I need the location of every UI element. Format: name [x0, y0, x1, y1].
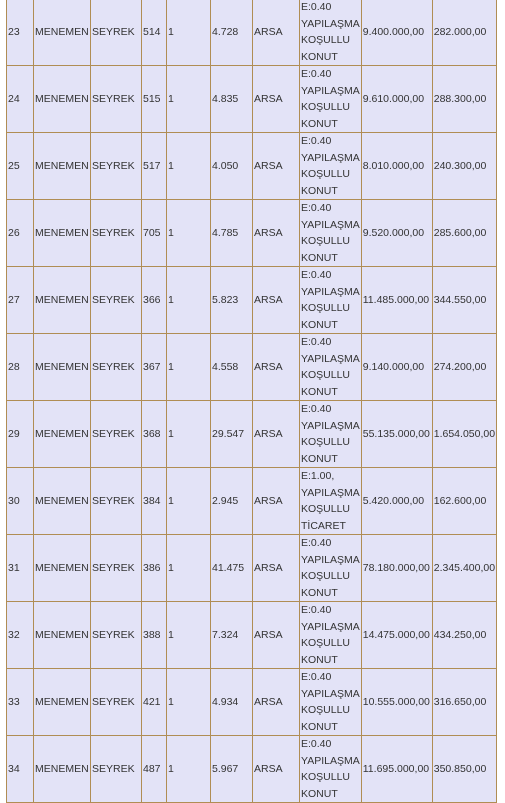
row-number-cell: 29: [7, 401, 34, 468]
neighborhood-cell: SEYREK: [91, 669, 142, 736]
table-row: [7, 66, 497, 133]
parcel-cell: 1: [167, 133, 211, 200]
zoning-line: KONUT: [301, 385, 338, 398]
zoning-line: YAPILAŞMA: [301, 620, 360, 633]
zoning-cell: [300, 133, 362, 200]
neighborhood-cell: SEYREK: [91, 535, 142, 602]
deposit-cell: 1.654.050,00: [432, 401, 496, 468]
block-cell: 368: [142, 401, 167, 468]
zoning-line: E:0.40: [301, 671, 332, 683]
deposit-cell: 240.300,00: [432, 133, 496, 200]
zoning-cell: [300, 401, 362, 468]
parcel-cell: 1: [167, 334, 211, 401]
zoning-cell: [300, 267, 362, 334]
zoning-line: KOŞULLU: [301, 771, 351, 783]
property-type-cell: ARSA: [253, 468, 300, 535]
zoning-line: KOŞULLU: [301, 302, 351, 314]
parcel-cell: 1: [167, 669, 211, 736]
district-cell: MENEMEN: [34, 200, 91, 267]
neighborhood-cell: SEYREK: [91, 200, 142, 267]
block-cell: 384: [142, 468, 167, 535]
zoning-line: YAPILAŞMA: [301, 553, 360, 566]
zoning-line: E:0.40: [301, 1, 332, 13]
zoning-cell: [300, 602, 362, 669]
neighborhood-cell: SEYREK: [91, 133, 142, 200]
area-cell: 4.728: [211, 0, 253, 66]
zoning-line: YAPILAŞMA: [301, 754, 360, 767]
estimated-value-cell: 55.135.000,00: [361, 401, 432, 468]
parcel-cell: 1: [167, 0, 211, 66]
block-cell: 367: [142, 334, 167, 401]
zoning-line: E:0.40: [301, 135, 332, 147]
zoning-line: YAPILAŞMA: [301, 151, 360, 164]
area-cell: 5.823: [211, 267, 253, 334]
table-row: [7, 200, 497, 267]
estimated-value-cell: 9.400.000,00: [361, 0, 432, 66]
neighborhood-cell: SEYREK: [91, 267, 142, 334]
parcel-cell: 1: [167, 401, 211, 468]
zoning-line: KOŞULLU: [301, 235, 351, 247]
zoning-line: KOŞULLU: [301, 369, 351, 381]
zoning-line: KONUT: [301, 251, 338, 264]
property-type-cell: ARSA: [253, 334, 300, 401]
zoning-line: KOŞULLU: [301, 704, 351, 716]
table-row: [7, 133, 497, 200]
zoning-line: E:0.40: [301, 403, 332, 415]
zoning-line: E:0.40: [301, 202, 332, 214]
area-cell: 4.558: [211, 334, 253, 401]
zoning-line: YAPILAŞMA: [301, 84, 360, 97]
table-row: [7, 669, 497, 736]
zoning-cell: [300, 0, 362, 66]
zoning-line: E:0.40: [301, 604, 332, 616]
zoning-cell: [300, 66, 362, 133]
area-cell: 4.934: [211, 669, 253, 736]
zoning-line: KONUT: [301, 787, 338, 800]
area-cell: 4.785: [211, 200, 253, 267]
block-cell: 386: [142, 535, 167, 602]
estimated-value-cell: 11.695.000,00: [361, 736, 432, 803]
table-row: [7, 401, 497, 468]
zoning-line: YAPILAŞMA: [301, 17, 360, 30]
estimated-value-cell: 9.140.000,00: [361, 334, 432, 401]
row-number-cell: 31: [7, 535, 34, 602]
zoning-line: E:0.40: [301, 336, 332, 348]
area-cell: 2.945: [211, 468, 253, 535]
block-cell: 515: [142, 66, 167, 133]
district-cell: MENEMEN: [34, 669, 91, 736]
zoning-line: YAPILAŞMA: [301, 486, 360, 499]
deposit-cell: 316.650,00: [432, 669, 496, 736]
zoning-line: KOŞULLU: [301, 570, 351, 582]
neighborhood-cell: SEYREK: [91, 468, 142, 535]
zoning-line: KOŞULLU: [301, 503, 351, 515]
block-cell: 514: [142, 0, 167, 66]
zoning-line: KONUT: [301, 452, 338, 465]
zoning-line: KOŞULLU: [301, 436, 351, 448]
block-cell: 366: [142, 267, 167, 334]
estimated-value-cell: 10.555.000,00: [361, 669, 432, 736]
table-row: [7, 602, 497, 669]
zoning-line: YAPILAŞMA: [301, 687, 360, 700]
parcel-cell: 1: [167, 736, 211, 803]
zoning-line: E:1.00,: [301, 470, 335, 482]
row-number-cell: 25: [7, 133, 34, 200]
property-type-cell: ARSA: [253, 267, 300, 334]
deposit-cell: 350.850,00: [432, 736, 496, 803]
property-type-cell: ARSA: [253, 401, 300, 468]
row-number-cell: 23: [7, 0, 34, 66]
district-cell: MENEMEN: [34, 401, 91, 468]
area-cell: 5.967: [211, 736, 253, 803]
neighborhood-cell: SEYREK: [91, 602, 142, 669]
deposit-cell: 344.550,00: [432, 267, 496, 334]
deposit-cell: 274.200,00: [432, 334, 496, 401]
zoning-line: YAPILAŞMA: [301, 352, 360, 365]
zoning-line: KONUT: [301, 586, 338, 599]
row-number-cell: 34: [7, 736, 34, 803]
row-number-cell: 28: [7, 334, 34, 401]
table-row: [7, 267, 497, 334]
district-cell: MENEMEN: [34, 736, 91, 803]
estimated-value-cell: 78.180.000,00: [361, 535, 432, 602]
row-number-cell: 30: [7, 468, 34, 535]
zoning-line: KONUT: [301, 720, 338, 733]
zoning-cell: [300, 535, 362, 602]
block-cell: 517: [142, 133, 167, 200]
district-cell: MENEMEN: [34, 602, 91, 669]
zoning-cell: [300, 669, 362, 736]
property-type-cell: ARSA: [253, 0, 300, 66]
block-cell: 705: [142, 200, 167, 267]
parcel-cell: 1: [167, 200, 211, 267]
zoning-cell: [300, 468, 362, 535]
table-row: [7, 468, 497, 535]
estimated-value-cell: 14.475.000,00: [361, 602, 432, 669]
estimated-value-cell: 5.420.000,00: [361, 468, 432, 535]
table-body: [7, 0, 497, 803]
table-row: [7, 535, 497, 602]
estimated-value-cell: 9.520.000,00: [361, 200, 432, 267]
zoning-line: KOŞULLU: [301, 168, 351, 180]
deposit-cell: 282.000,00: [432, 0, 496, 66]
area-cell: 41.475: [211, 535, 253, 602]
block-cell: 487: [142, 736, 167, 803]
neighborhood-cell: SEYREK: [91, 401, 142, 468]
district-cell: MENEMEN: [34, 66, 91, 133]
district-cell: MENEMEN: [34, 267, 91, 334]
zoning-line: TİCARET: [301, 519, 346, 532]
zoning-cell: [300, 200, 362, 267]
deposit-cell: 285.600,00: [432, 200, 496, 267]
row-number-cell: 26: [7, 200, 34, 267]
zoning-cell: [300, 736, 362, 803]
district-cell: MENEMEN: [34, 334, 91, 401]
zoning-line: E:0.40: [301, 738, 332, 750]
neighborhood-cell: SEYREK: [91, 334, 142, 401]
deposit-cell: 162.600,00: [432, 468, 496, 535]
table-row: [7, 0, 497, 66]
zoning-line: KONUT: [301, 318, 338, 331]
zoning-line: E:0.40: [301, 269, 332, 281]
table-row: [7, 334, 497, 401]
zoning-line: KONUT: [301, 50, 338, 63]
zoning-line: YAPILAŞMA: [301, 218, 360, 231]
zoning-line: KOŞULLU: [301, 101, 351, 113]
zoning-line: KONUT: [301, 117, 338, 130]
estimated-value-cell: 8.010.000,00: [361, 133, 432, 200]
district-cell: MENEMEN: [34, 0, 91, 66]
area-cell: 4.050: [211, 133, 253, 200]
zoning-line: KONUT: [301, 184, 338, 197]
area-cell: 29.547: [211, 401, 253, 468]
zoning-line: KONUT: [301, 653, 338, 666]
parcel-cell: 1: [167, 468, 211, 535]
table-row: [7, 736, 497, 803]
row-number-cell: 33: [7, 669, 34, 736]
property-type-cell: ARSA: [253, 133, 300, 200]
property-type-cell: ARSA: [253, 669, 300, 736]
district-cell: MENEMEN: [34, 133, 91, 200]
property-type-cell: ARSA: [253, 535, 300, 602]
neighborhood-cell: SEYREK: [91, 66, 142, 133]
deposit-cell: 2.345.400,00: [432, 535, 496, 602]
parcel-cell: 1: [167, 66, 211, 133]
zoning-line: E:0.40: [301, 537, 332, 549]
neighborhood-cell: SEYREK: [91, 736, 142, 803]
property-type-cell: ARSA: [253, 736, 300, 803]
row-number-cell: 32: [7, 602, 34, 669]
block-cell: 421: [142, 669, 167, 736]
area-cell: 4.835: [211, 66, 253, 133]
neighborhood-cell: SEYREK: [91, 0, 142, 66]
zoning-line: YAPILAŞMA: [301, 285, 360, 298]
parcel-cell: 1: [167, 535, 211, 602]
deposit-cell: 288.300,00: [432, 66, 496, 133]
parcel-cell: 1: [167, 267, 211, 334]
row-number-cell: 27: [7, 267, 34, 334]
district-cell: MENEMEN: [34, 468, 91, 535]
block-cell: 388: [142, 602, 167, 669]
zoning-line: KOŞULLU: [301, 34, 351, 46]
zoning-line: YAPILAŞMA: [301, 419, 360, 432]
property-type-cell: ARSA: [253, 602, 300, 669]
estimated-value-cell: 11.485.000,00: [361, 267, 432, 334]
area-cell: 7.324: [211, 602, 253, 669]
deposit-cell: 434.250,00: [432, 602, 496, 669]
zoning-line: E:0.40: [301, 68, 332, 80]
property-listing-table: [6, 0, 497, 803]
property-type-cell: ARSA: [253, 200, 300, 267]
row-number-cell: 24: [7, 66, 34, 133]
estimated-value-cell: 9.610.000,00: [361, 66, 432, 133]
parcel-cell: 1: [167, 602, 211, 669]
district-cell: MENEMEN: [34, 535, 91, 602]
zoning-cell: [300, 334, 362, 401]
zoning-line: KOŞULLU: [301, 637, 351, 649]
property-type-cell: ARSA: [253, 66, 300, 133]
